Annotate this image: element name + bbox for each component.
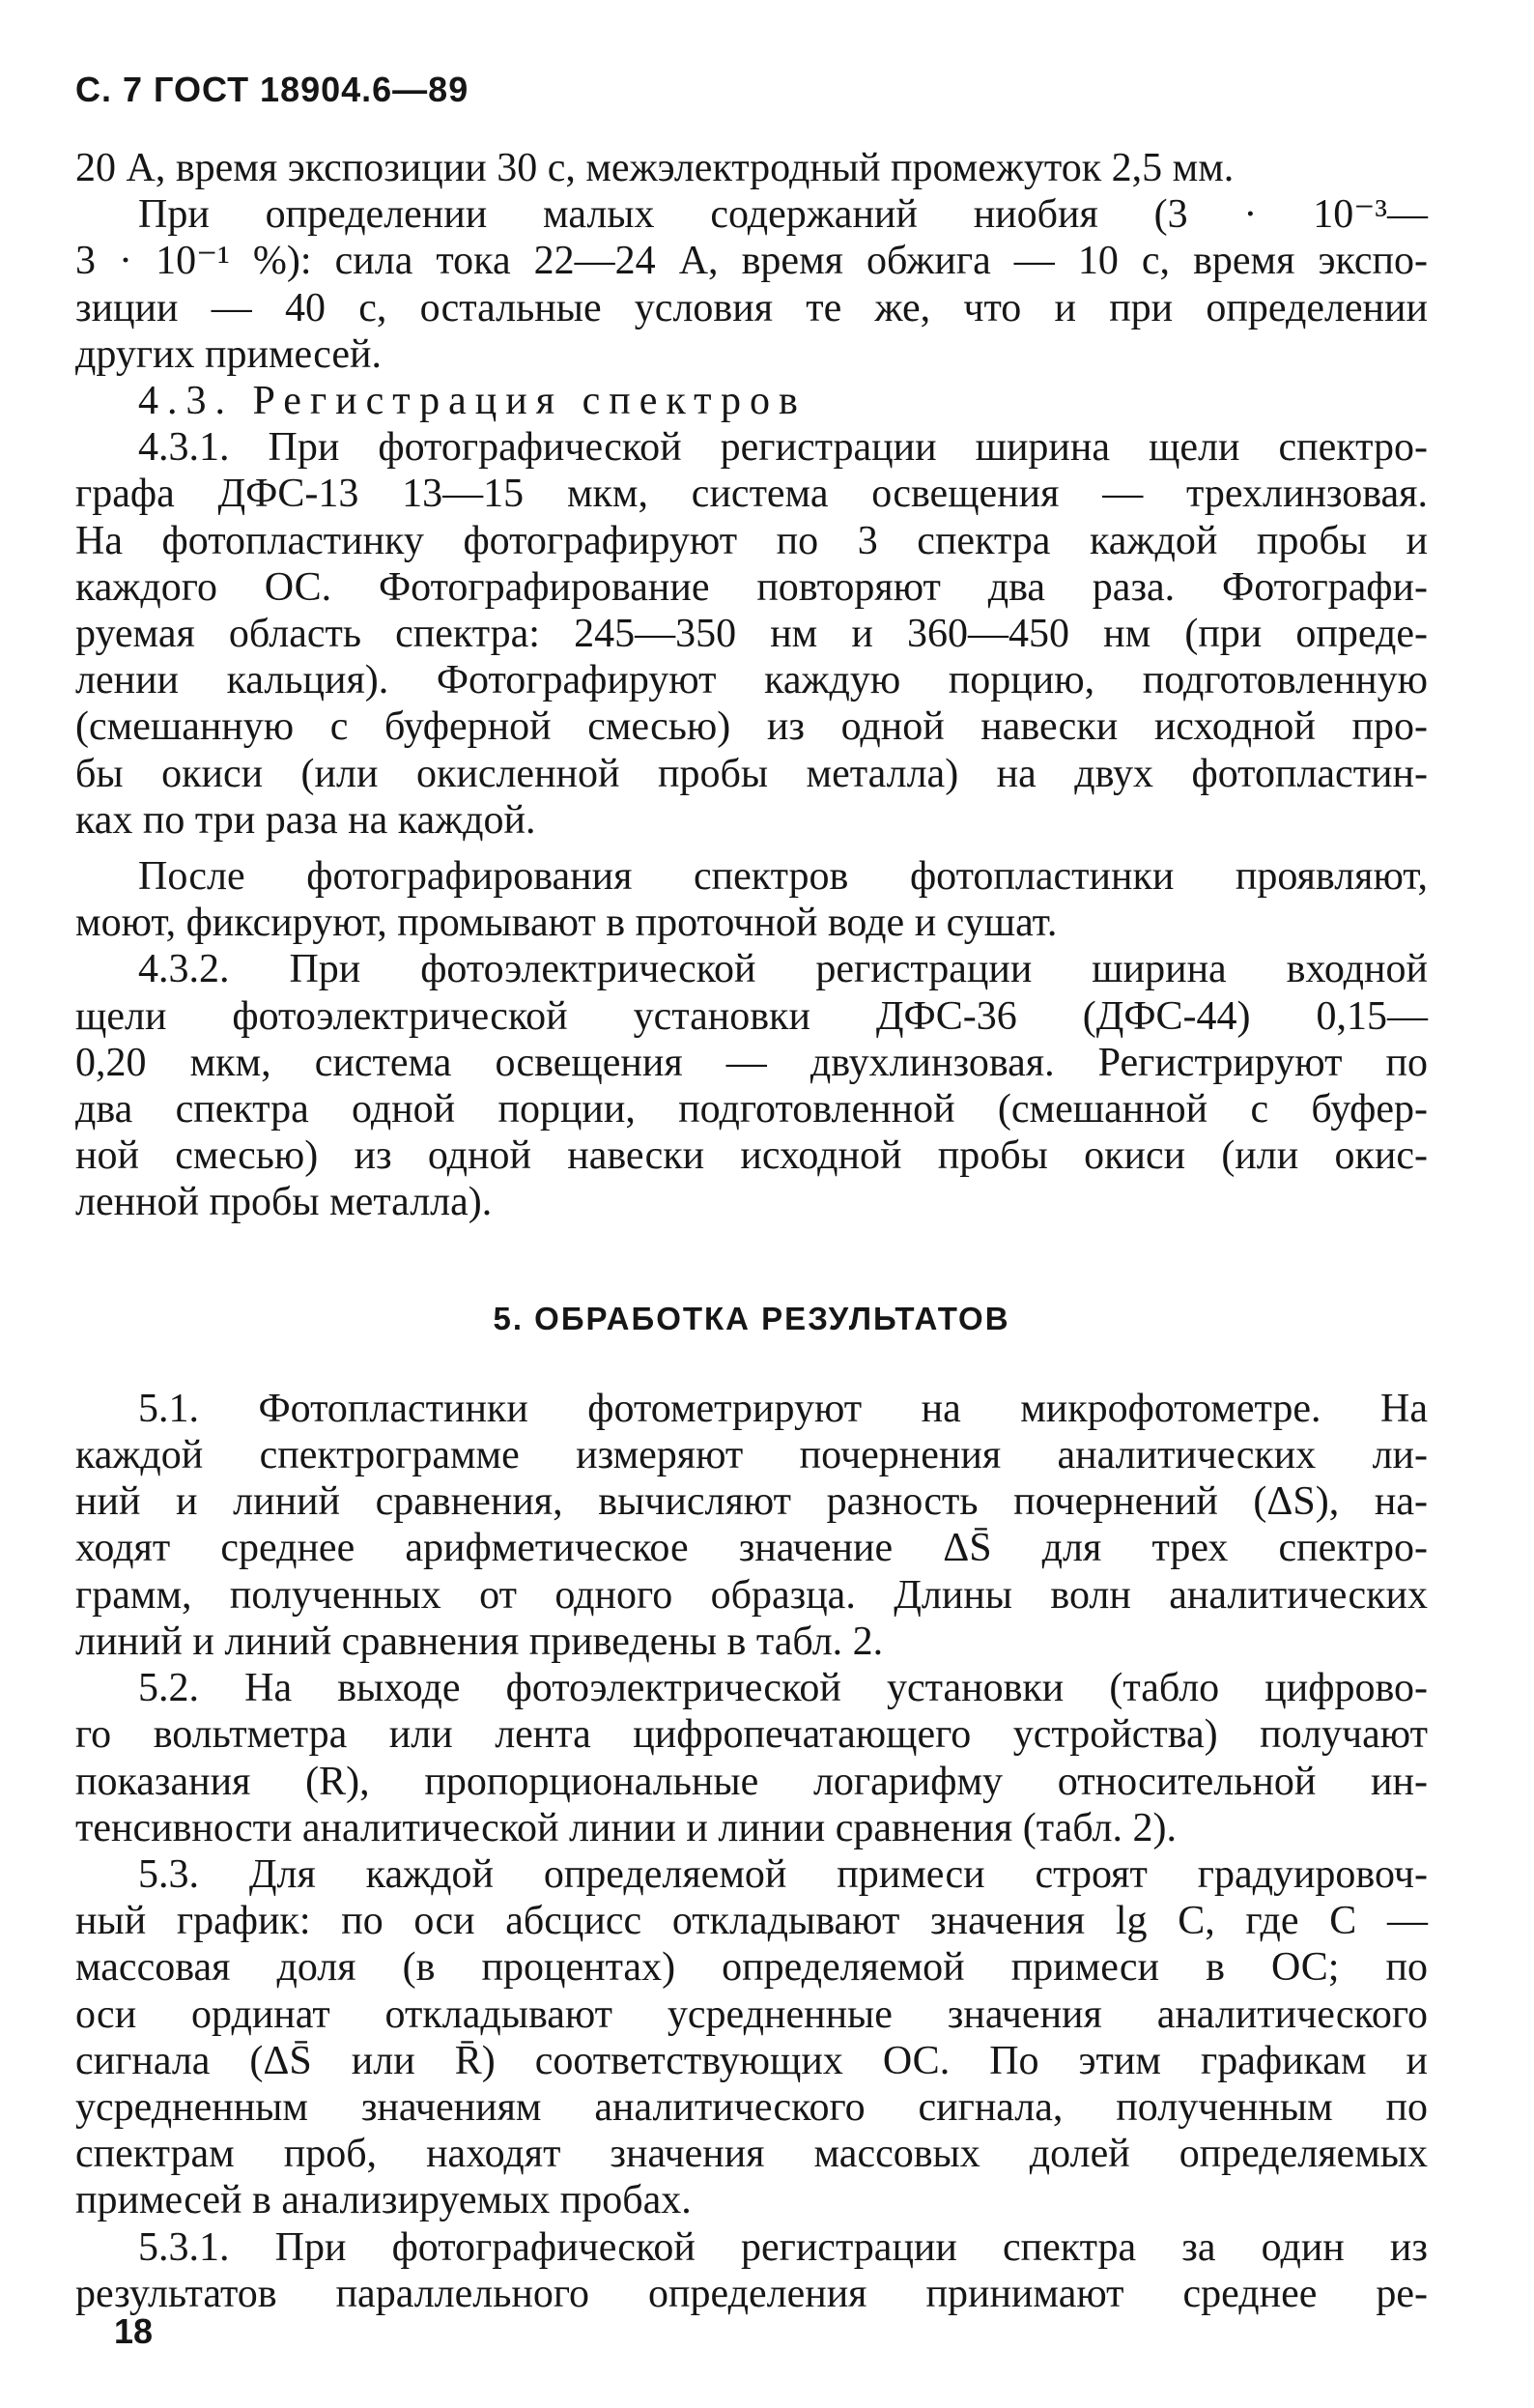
text-line: 4.3. Регистрация спектров [138, 379, 807, 424]
text-line: результатов параллельного определения принимают среднее ре- [75, 2271, 1428, 2316]
text-line: 4.3.2. При фотоэлектрической регистрации ширина входной [138, 947, 1428, 992]
text-line: 20 А, время экспозиции 30 с, межэлектродный промежуток 2,5 мм. [75, 146, 1235, 190]
paragraph-5-1 [75, 1386, 1428, 1665]
text-line: два спектра одной порции, подготовленной (смешанной с буфер- [75, 1087, 1428, 1132]
paragraph-5-3 [75, 1851, 1428, 2224]
paragraph-4-3-1 [75, 424, 1428, 844]
page-header: С. 7 ГОСТ 18904.6—89 [75, 70, 469, 109]
text-line: При определении малых содержаний ниобия (3 · 10⁻³— [138, 192, 1428, 238]
text-line: 5.2. На выходе фотоэлектрической установки (табло цифрово- [138, 1666, 1428, 1711]
text-line: усредненным значениям аналитического сигнала, полученным по [75, 2084, 1428, 2130]
text-line: грамм, полученных от одного образца. Длины волн аналитических [75, 1572, 1428, 1618]
text-line: (смешанную с буферной смесью) из одной навески исходной про- [75, 704, 1428, 750]
text-line: щели фотоэлектрической установки ДФС-36 (ДФС-44) 0,15— [75, 993, 1428, 1039]
text-line: примесей в анализируемых пробах. [75, 2178, 692, 2223]
text-line: 5.3.1. При фотографической регистрации спектра за один из [138, 2224, 1428, 2270]
text-line: ной смесью) из одной навески исходной пробы окиси (или окис- [75, 1133, 1428, 1179]
text-line: показания (R), пропорциональные логарифму относительной ин- [75, 1759, 1428, 1804]
paragraph-5-2 [75, 1665, 1428, 1851]
text-line: других примесей. [75, 331, 383, 377]
subsection-title-4-3 [75, 378, 1428, 424]
text-line: линий и линий сравнения приведены в табл. 2. [75, 1619, 884, 1664]
text-line: графа ДФС-13 13—15 мкм, система освещения — трехлинзовая. [75, 472, 1428, 517]
text-line: 3 · 10⁻¹ %): сила тока 22—24 А, время обжига — 10 с, время экспо- [75, 239, 1428, 284]
text-line: спектрам проб, находят значения массовых долей определяемых [75, 2132, 1428, 2177]
paragraph-niobium [75, 191, 1428, 378]
text-line: ходят среднее арифметическое значение ΔS̄ для трех спектро- [75, 1526, 1428, 1571]
text-line: ный график: по оси абсцисс откладывают значения lg C, где C — [75, 1899, 1428, 1944]
text-line: На фотопластинку фотографируют по 3 спектра каждой пробы и [75, 518, 1428, 563]
text-line: После фотографирования спектров фотопластинки проявляют, [138, 854, 1428, 900]
text-line: руемая область спектра: 245—350 нм и 360—450 нм (при опреде- [75, 612, 1428, 657]
text-line: массовая доля (в процентах) определяемой примеси в ОС; по [75, 1945, 1428, 1991]
paragraph-after-photo [75, 853, 1428, 946]
paragraph-5-3-1 [75, 2224, 1428, 2317]
text-line: моют, фиксируют, промывают в проточной воде и сушат. [75, 901, 1058, 946]
paragraph-4-3-2 [75, 946, 1428, 1225]
page-number: 18 [114, 2311, 154, 2351]
text-line: 5.1. Фотопластинки фотометрируют на микрофотометре. На [138, 1386, 1428, 1431]
text-line: ленной пробы металла). [75, 1180, 493, 1225]
text-line: 5.3. Для каждой определяемой примеси строят градуировоч- [138, 1851, 1428, 1897]
text-line: оси ординат откладывают усредненные значения аналитического [75, 1992, 1428, 2037]
section-title-5: 5. ОБРАБОТКА РЕЗУЛЬТАТОВ [493, 1300, 1010, 1336]
text-line: зиции — 40 с, остальные условия те же, что и при определении [75, 285, 1428, 330]
document-body [75, 145, 1428, 2317]
text-line: каждого ОС. Фотографирование повторяют два раза. Фотографи- [75, 564, 1428, 610]
text-line: сигнала (ΔS̄ или R̄) соответствующих ОС. По этим графикам и [75, 2038, 1428, 2083]
text-line: лении кальция). Фотографируют каждую порцию, подготовленную [75, 658, 1428, 703]
text-line: 4.3.1. При фотографической регистрации ширина щели спектро- [138, 425, 1428, 471]
text-line: ний и линий сравнения, вычисляют разность почернений (ΔS), на- [75, 1479, 1428, 1525]
text-line: го вольтметра или лента цифропечатающего устройства) получают [75, 1712, 1428, 1758]
text-line: каждой спектрограмме измеряют почернения аналитических ли- [75, 1433, 1428, 1478]
text-line: ках по три раза на каждой. [75, 797, 536, 843]
text-line: тенсивности аналитической линии и линии сравнения (табл. 2). [75, 1805, 1177, 1850]
paragraph-continuation [75, 145, 1428, 191]
text-line: 0,20 мкм, система освещения — двухлинзовая. Регистрируют по [75, 1040, 1428, 1085]
text-line: бы окиси (или окисленной пробы металла) на двух фотопластин- [75, 751, 1428, 796]
